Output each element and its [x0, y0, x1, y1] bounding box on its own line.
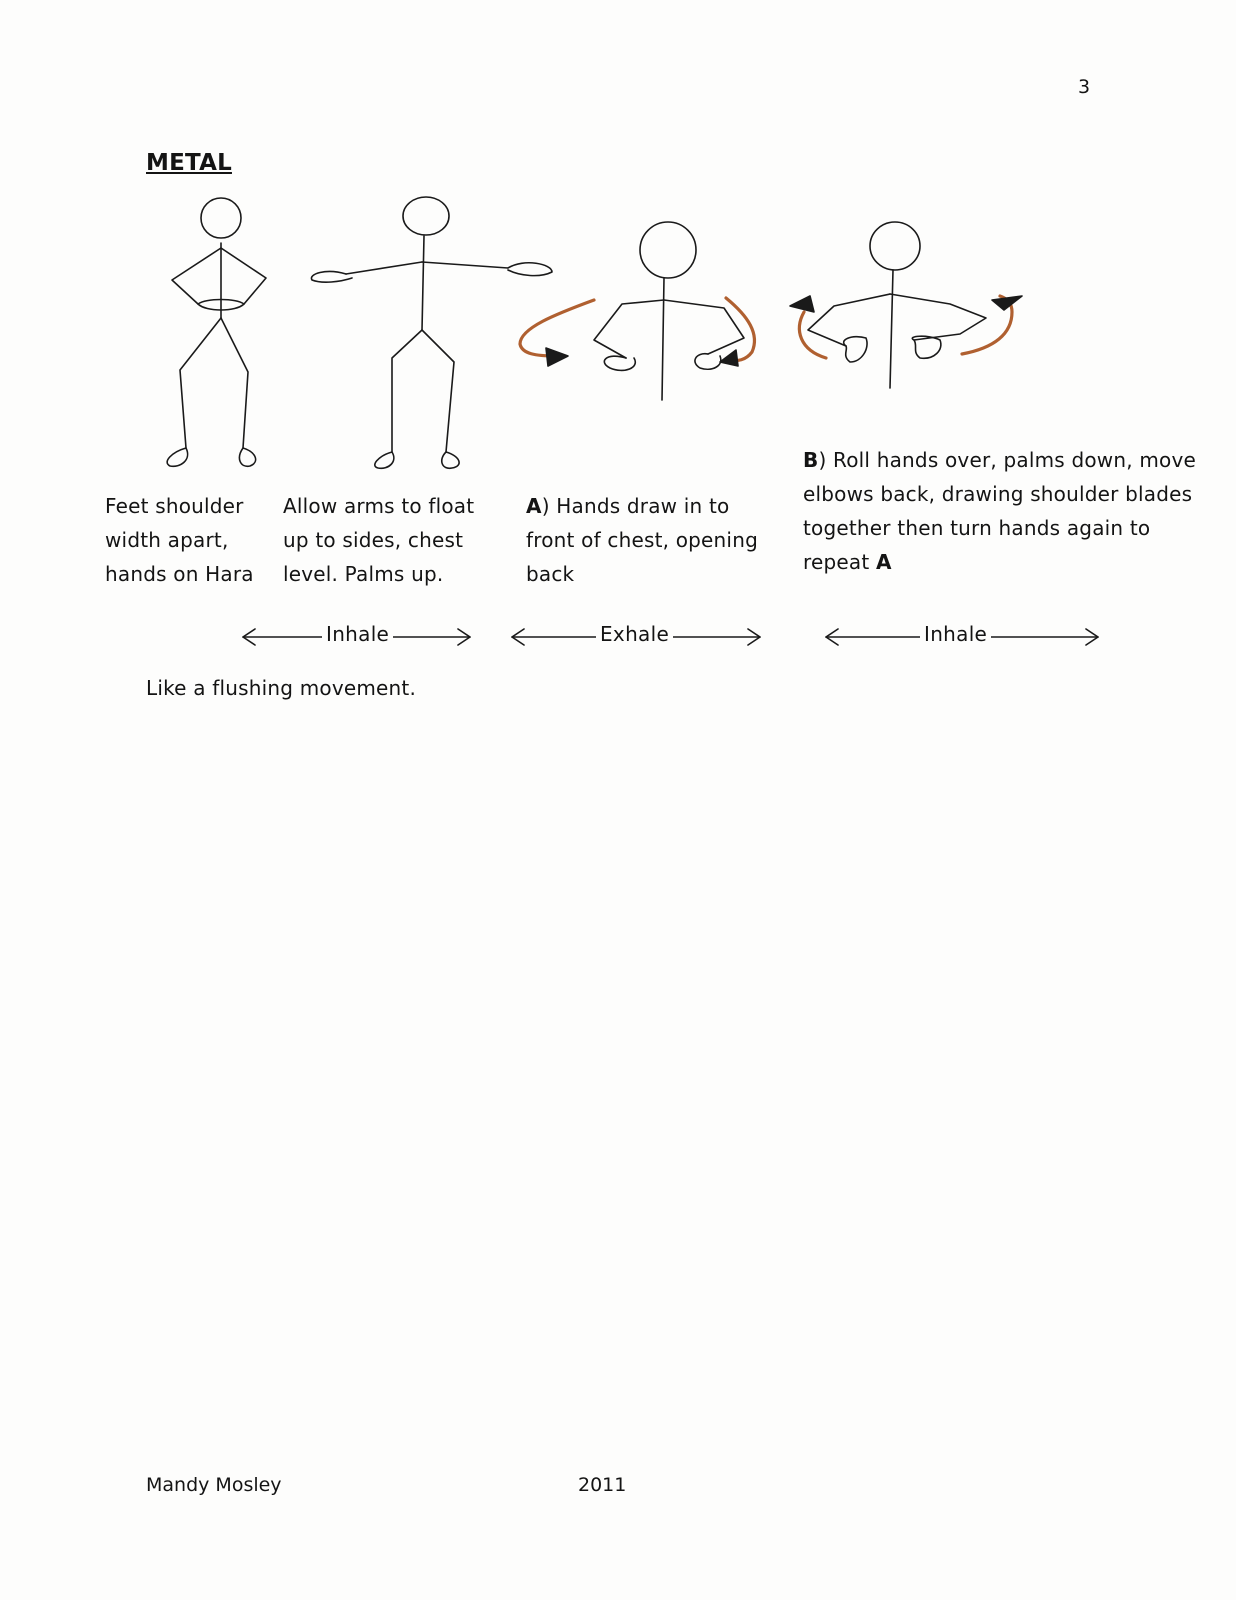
step-1-text: Feet shoulder width apart, hands on Hara [105, 494, 254, 586]
figure-roll-hands-over [808, 222, 986, 388]
movement-note: Like a flushing movement. [146, 676, 417, 700]
step-3-text: ) Hands draw in to front of chest, opening back [526, 494, 758, 586]
circular-arrow-right-icon [720, 298, 754, 366]
circular-arrow-up-right-icon [962, 296, 1022, 354]
figure-hands-draw-in [594, 222, 744, 400]
circular-arrow-up-left-icon [790, 296, 826, 358]
figure-illustrations [0, 0, 1236, 480]
step-4-text: ) Roll hands over, palms down, move elbows back, drawing shoulder blades together then turn hands again to repeat [803, 448, 1197, 574]
step-4-marker: B [803, 448, 819, 472]
figure-arms-floating [311, 197, 552, 468]
breath-label-inhale-2: Inhale [920, 622, 991, 646]
section-title: METAL [146, 150, 232, 176]
step-3-marker: A [526, 494, 542, 518]
step-caption-1 [105, 489, 265, 591]
circular-arrow-left-icon [520, 300, 594, 366]
figure-feet-shoulder-width [167, 198, 266, 466]
step-caption-3 [526, 489, 766, 591]
breath-row [0, 616, 1236, 656]
footer-year: 2011 [578, 1474, 627, 1496]
step-caption-2 [283, 489, 493, 591]
step-caption-4 [803, 443, 1203, 579]
breath-label-exhale: Exhale [596, 622, 673, 646]
footer-author: Mandy Mosley [146, 1474, 282, 1496]
step-2-text: Allow arms to float up to sides, chest level. Palms up. [283, 494, 475, 586]
breath-label-inhale-1: Inhale [322, 622, 393, 646]
step-4-repeat-marker: A [875, 550, 892, 574]
page-number: 3 [1078, 76, 1091, 98]
